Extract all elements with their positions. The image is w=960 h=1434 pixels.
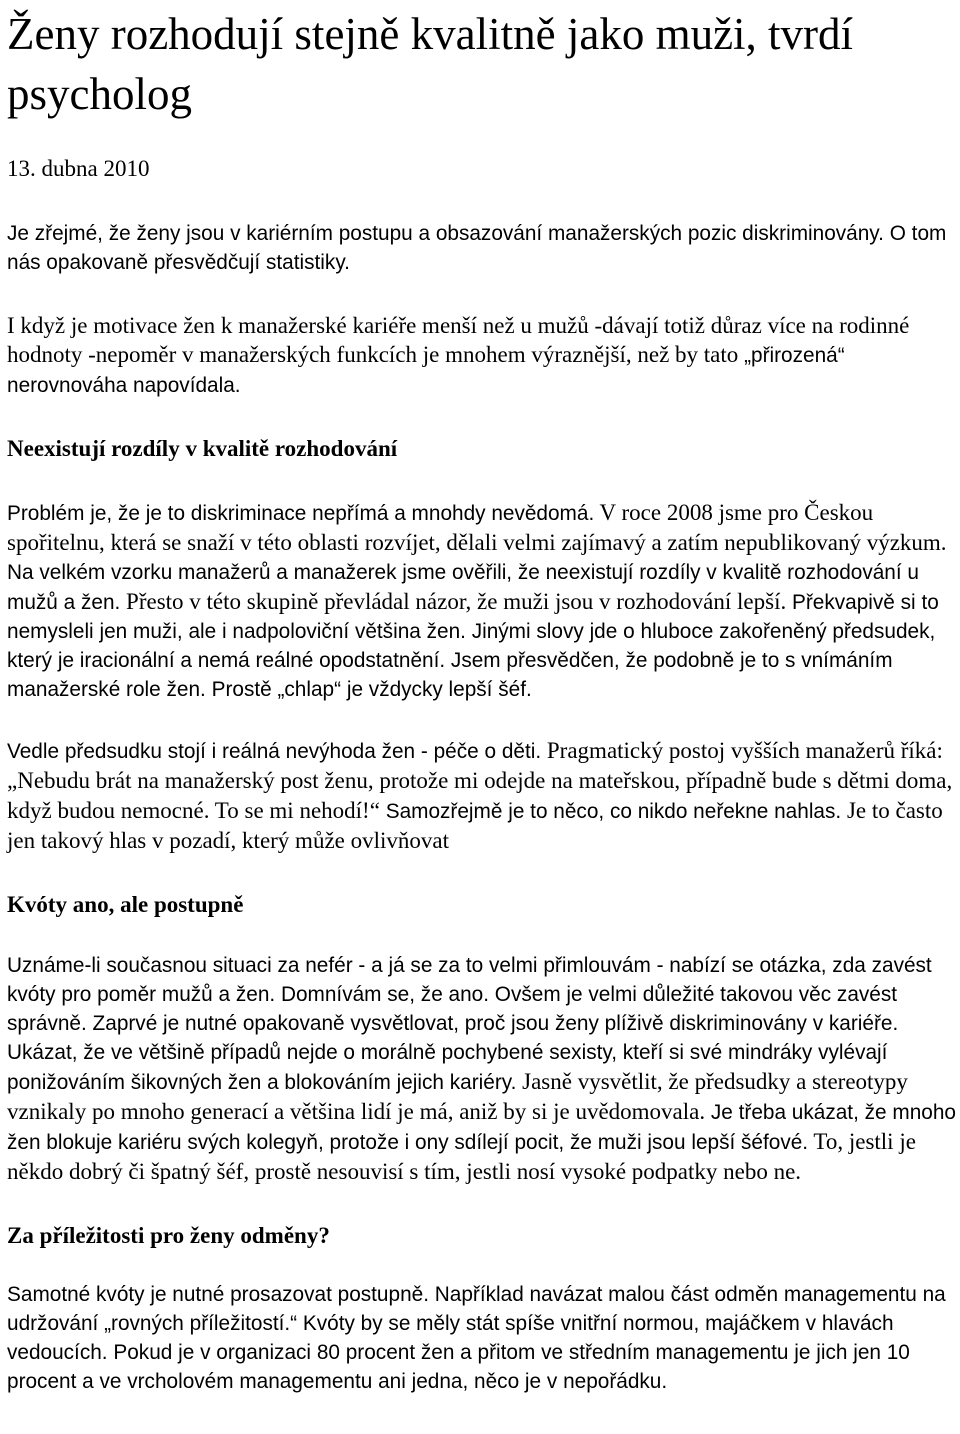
section-heading-odmeny: Za příležitosti pro ženy odměny?: [7, 1223, 330, 1248]
section3-p1-text-a: Samotné kvóty je nutné prosazovat postupně. Například navázat malou část odměn managementu na udržování „rovných příležitostí.“ Kvóty by se měly stát spíše vnitřní normou, majáčkem v hlavách vedoucích. Pokud je v organizaci 80 procent žen a přitom ve středním managementu je jich jen 10 procent a ve vrcholovém managementu ani jedna, něco je v nepořádku.: [7, 1283, 946, 1393]
section2-p1-text-d: Jasně vysvětlit, že předsudky a stereotypy vznikaly po mnoho generací a většina lidí je má, aniž by si je uvědomovala.: [7, 1069, 908, 1124]
intro-paragraph: [7, 311, 957, 400]
section1-p1-text-a: Problém je, že je to diskriminace nepřímá a mnohdy nevědomá.: [7, 502, 595, 525]
section1-p2-text-c: Samozřejmě je to něco, co nikdo neřekne nahlas.: [379, 800, 842, 823]
section2-paragraph-1: [7, 951, 957, 1187]
section1-p2-text-b: Pragmatický postoj vyšších manažerů říká: „Nebudu brát na manažerský post ženu, protože mi odejde na mateřskou, případně bude s dětmi doma, když budou nemocné. To se mi nehodí!“: [7, 738, 953, 823]
article-date: 13. dubna 2010: [7, 156, 150, 181]
section1-p2-text-a: Vedle předsudku stojí i reálná nevýhoda žen - péče o děti.: [7, 740, 542, 763]
section2-p1-text-b: Domnívám se, že ano. Ovšem je velmi důležité takovou věc zavést správně.: [7, 983, 898, 1035]
section1-p1-text-c: Na velkém vzorku manažerů a manažerek jsme ověřili, že neexistují rozdíly v kvalitě rozhodování u mužů a žen.: [7, 561, 919, 614]
section3-paragraph-1: [7, 1280, 957, 1396]
article: [7, 0, 957, 1396]
section1-p2-text-d: Je to často jen takový hlas v pozadí, který může ovlivňovat: [7, 798, 943, 853]
intro-text-sans: „přirozená“ nerovnováha napovídala.: [7, 344, 845, 397]
intro-text-serif: I když je motivace žen k manažerské kariéře menší než u mužů -dávají totiž důraz více na rodinné hodnoty -nepoměr v manažerských funkcích je mnohem výraznější, než by tato: [7, 313, 910, 367]
section2-p1-text-c: Zaprvé je nutné opakovaně vysvětlovat, proč jsou ženy plíživě diskriminovány v kariéře. Ukázat, že ve většině případů nejde o morálně pochybené sexisty, kteří si své mindráky vylévají ponižováním šikovných žen a blokováním jejich kariéry.: [7, 1012, 899, 1094]
section1-paragraph-2: [7, 736, 957, 856]
section1-paragraph-1: [7, 498, 957, 704]
section1-p1-text-b: V roce 2008 jsme pro Českou spořitelnu, která se snaží v této oblasti rozvíjet, dělali velmi zajímavý a zatím nepublikovaný výzkum.: [7, 500, 947, 555]
section2-p1-text-e: Je třeba ukázat, že mnoho žen blokuje kariéru svých kolegyň, protože i ony sdílejí pocit, že muži jsou lepší šéfové.: [7, 1101, 956, 1154]
article-lead: Je zřejmé, že ženy jsou v kariérním postupu a obsazování manažerských pozic diskriminovány. O tom nás opakovaně přesvědčují statistiky.: [7, 222, 947, 274]
section2-p1-text-a: Uznáme-li současnou situaci za nefér - a já se za to velmi přimlouvám - nabízí se otázka, zda zavést kvóty pro poměr mužů a žen.: [7, 954, 932, 1006]
article-title: Ženy rozhodují stejně kvalitně jako muži, tvrdí psycholog: [7, 9, 854, 119]
section1-p1-text-e: Překvapivě si to nemysleli jen muži, ale i nadpoloviční většina žen. Jinými slovy jde o hluboce zakořeněný předsudek, který je iracionální a nemá reálné opodstatnění. Jsem přesvědčen, že podobně je to s vnímáním manažerské role žen. Prostě „chlap“ je vždycky lepší šéf.: [7, 591, 939, 701]
section2-p1-text-f: To, jestli je někdo dobrý či špatný šéf, prostě nesouvisí s tím, jestli nosí vysoké podpatky nebo ne.: [7, 1129, 916, 1184]
section-heading-rozdily: Neexistují rozdíly v kvalitě rozhodování: [7, 436, 398, 461]
section-heading-kvoty: Kvóty ano, ale postupně: [7, 892, 244, 917]
section1-p1-text-d: Přesto v této skupině převládal názor, že muži jsou v rozhodování lepší.: [120, 589, 787, 614]
